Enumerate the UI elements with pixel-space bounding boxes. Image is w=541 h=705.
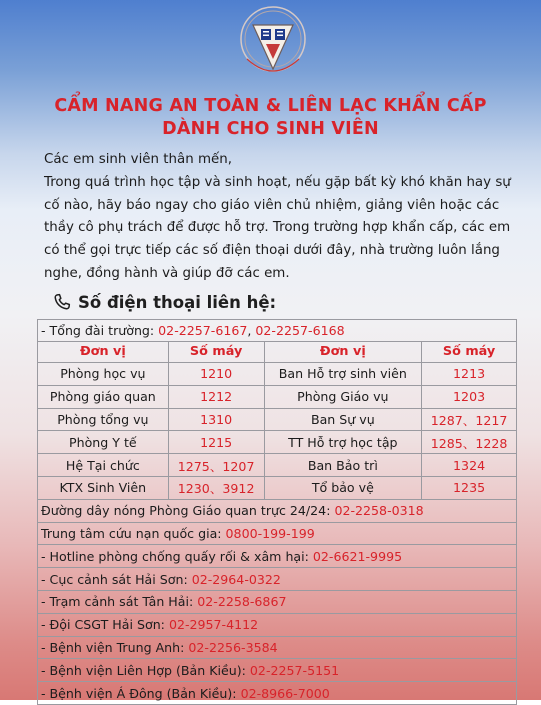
school-logo-icon <box>239 3 307 87</box>
hotline-label: - Đội CSGT Hải Sơn: <box>41 617 169 633</box>
phone-icon <box>52 292 72 312</box>
table-row <box>38 408 517 431</box>
hotline-label: - Bệnh viện Á Đông (Bản Kiều): <box>41 685 241 701</box>
header-unit-right: Đơn vị <box>264 341 422 363</box>
hotline-label: - Cục cảnh sát Hải Sơn: <box>41 571 192 587</box>
unit-name: Ban Bảo trì <box>264 454 422 477</box>
contacts-heading-label: Số điện thoại liên hệ: <box>78 292 277 312</box>
header-ext-left: Số máy <box>168 341 264 363</box>
unit-ext: 1287、1217 <box>422 408 517 431</box>
hotline-label: Trung tâm cứu nạn quốc gia: <box>41 525 226 541</box>
hotline-number[interactable]: 02-2258-0318 <box>334 503 424 519</box>
switchboard-row <box>38 320 517 342</box>
hotline-row <box>38 499 517 522</box>
hotline-number[interactable]: 02-2256-3584 <box>188 639 278 655</box>
hotline-row <box>38 613 517 636</box>
hotline-number[interactable]: 02-2258-6867 <box>197 594 287 610</box>
table-row <box>38 385 517 408</box>
switchboard-number-2[interactable]: 02-2257-6168 <box>255 322 345 338</box>
hotline-label: - Hotline phòng chống quấy rối & xâm hại: <box>41 548 313 564</box>
header-unit-left: Đơn vị <box>38 341 169 363</box>
contacts-table <box>37 319 517 705</box>
unit-name: Tổ bảo vệ <box>264 476 422 499</box>
unit-ext: 1324 <box>422 454 517 477</box>
unit-name: Phòng giáo quan <box>38 385 169 408</box>
table-row <box>38 363 517 386</box>
unit-name: TT Hỗ trợ học tập <box>264 431 422 454</box>
unit-ext: 1310 <box>168 408 264 431</box>
unit-ext: 1203 <box>422 385 517 408</box>
unit-ext: 1235 <box>422 476 517 499</box>
switchboard-label: - Tổng đài trường: <box>41 322 159 338</box>
hotline-label: - Bệnh viện Liên Hợp (Bản Kiều): <box>41 662 250 678</box>
switchboard-number-1[interactable]: 02-2257-6167 <box>158 322 248 338</box>
unit-name: Phòng tổng vụ <box>38 408 169 431</box>
header-ext-right: Số máy <box>422 341 517 363</box>
hotline-number[interactable]: 02-8966-7000 <box>240 685 330 701</box>
switchboard-cell <box>38 320 517 342</box>
unit-ext: 1275、1207 <box>168 454 264 477</box>
unit-ext: 1285、1228 <box>422 431 517 454</box>
unit-name: Phòng Giáo vụ <box>264 385 422 408</box>
hotline-number[interactable]: 02-6621-9995 <box>312 548 403 564</box>
unit-ext: 1213 <box>422 363 517 386</box>
unit-ext: 1212 <box>168 385 264 408</box>
unit-name: KTX Sinh Viên <box>38 476 169 499</box>
contacts-heading <box>52 292 276 312</box>
hotline-number[interactable]: 02-2964-0322 <box>191 571 281 587</box>
page-title-line1: CẨM NANG AN TOÀN & LIÊN LẠC KHẨN CẤP <box>54 96 487 116</box>
unit-name: Phòng học vụ <box>38 363 169 386</box>
table-row <box>38 431 517 454</box>
intro-text: Trong quá trình học tập và sinh hoạt, nếu gặp bất kỳ khó khăn hay sự cố nào, hãy báo ngay cho giáo viên chủ nhiệm, giảng viên hoặc các thầy cô phụ trách để được hỗ trợ. Trong trường hợp khẩn cấp, các em có thể gọi trực tiếp các số điện thoại dưới đây, nhà trường luôn lắng nghe, đồng hành và giúp đỡ các em. <box>44 174 511 281</box>
hotline-label: - Bệnh viện Trung Anh: <box>41 639 189 655</box>
table-row <box>38 454 517 477</box>
unit-name: Phòng Y tế <box>38 431 169 454</box>
unit-name: Ban Sự vụ <box>264 408 422 431</box>
switchboard-separator: , <box>247 322 256 338</box>
hotline-row <box>38 590 517 613</box>
unit-name: Ban Hỗ trợ sinh viên <box>264 363 422 386</box>
hotline-label: - Trạm cảnh sát Tân Hải: <box>41 594 198 610</box>
hotline-number[interactable]: 02-2957-4112 <box>168 617 259 633</box>
hotline-number[interactable]: 0800-199-199 <box>225 525 315 541</box>
table-header-row <box>38 341 517 363</box>
hotline-row <box>38 636 517 659</box>
hotline-row <box>38 545 517 568</box>
table-row <box>38 476 517 499</box>
intro-block <box>44 149 514 286</box>
hotline-row <box>38 568 517 591</box>
unit-ext: 1210 <box>168 363 264 386</box>
unit-ext: 1215 <box>168 431 264 454</box>
unit-name: Hệ Tại chức <box>38 454 169 477</box>
greeting: Các em sinh viên thân mến, <box>44 152 232 167</box>
hotline-label: Đường dây nóng Phòng Giáo quan trực 24/24: <box>41 503 335 519</box>
hotline-row <box>38 522 517 545</box>
page-title-line2: DÀNH CHO SINH VIÊN <box>162 119 379 139</box>
unit-ext: 1230、3912 <box>168 476 264 499</box>
hotline-number[interactable]: 02-2257-5151 <box>249 662 340 678</box>
hotline-row <box>38 682 517 705</box>
hotline-row <box>38 659 517 682</box>
